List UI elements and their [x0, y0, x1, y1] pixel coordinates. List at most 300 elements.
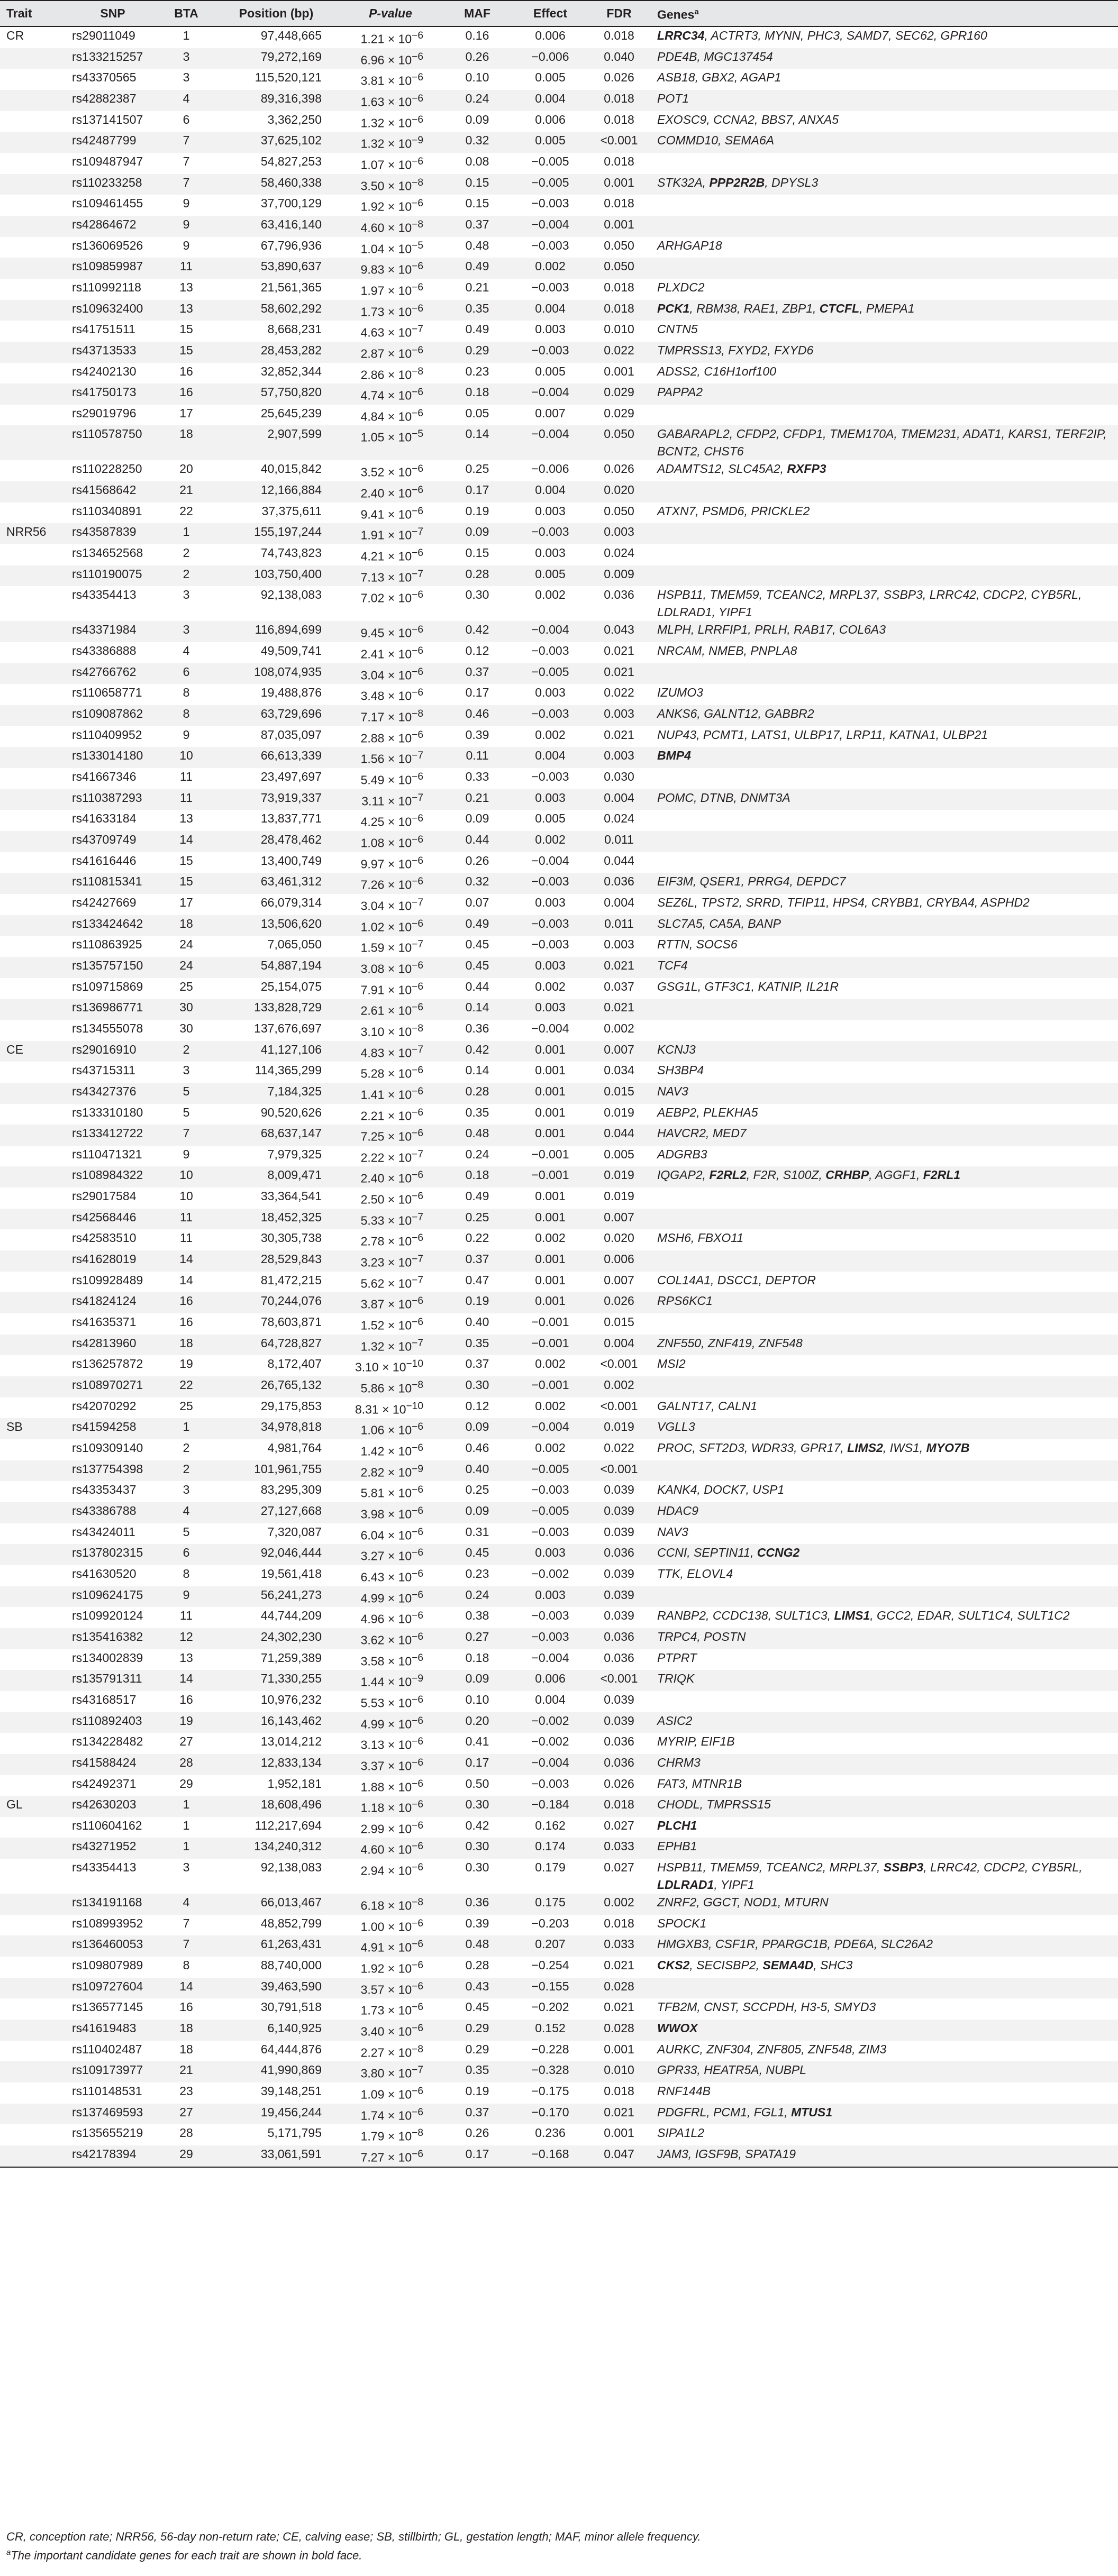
table-row [0, 2041, 1118, 2062]
position-cell: 92,046,444 [260, 1546, 322, 1560]
genes-cell: ASIC2 [657, 1713, 693, 1728]
fdr-cell: 0.007 [604, 1042, 634, 1056]
bta-cell: 11 [180, 259, 193, 273]
effect-cell: 0.005 [535, 567, 566, 581]
fdr-cell: 0.019 [604, 1105, 634, 1119]
maf-cell: 0.50 [465, 1776, 489, 1791]
snp-cell: rs136460053 [72, 1937, 143, 1951]
maf-cell: 0.39 [465, 1916, 489, 1930]
fdr-cell: 0.020 [604, 1231, 634, 1245]
candidate-gene: CRHBP [825, 1168, 869, 1182]
bta-cell: 7 [183, 175, 190, 189]
pvalue-exponent: −6 [412, 687, 423, 699]
effect-cell: 0.001 [535, 1084, 566, 1098]
maf-cell: 0.35 [465, 301, 489, 315]
snp-cell: rs42487799 [72, 133, 137, 148]
candidate-gene: PPP2R2B [709, 175, 765, 189]
trait-cell [0, 1292, 66, 1313]
snp-cell: rs41628019 [72, 1252, 137, 1266]
pvalue-cell: $5.53 \times 10^{-6}$ [360, 1694, 423, 1710]
table-row [0, 663, 1118, 684]
pvalue-exponent: −6 [412, 485, 423, 496]
bta-cell: 27 [179, 2105, 193, 2119]
genes-cell: FAT3, MTNR1B [657, 1776, 742, 1791]
fdr-cell: <0.001 [600, 1461, 638, 1476]
pvalue-cell: $4.83 \times 10^{-7}$ [360, 1044, 423, 1060]
genes-cell: AEBP2, PLEKHA5 [657, 1105, 758, 1119]
snp-cell: rs41568642 [72, 483, 137, 497]
position-cell: 30,791,518 [260, 2000, 322, 2014]
footnote-abbreviations: CR, conception rate; NRR56, 56-day non-return rate; CE, calving ease; SB, stillbirth; GL, gestation length; MAF, minor allele frequency. [6, 2530, 701, 2543]
bta-cell: 3 [183, 1860, 190, 1875]
maf-cell: 0.48 [465, 238, 489, 252]
trait-cell: NRR56 [6, 525, 47, 539]
genes-cell: MSH6, FBXO11 [657, 1231, 744, 1245]
effect-cell: 0.001 [535, 1126, 566, 1140]
bta-cell: 13 [179, 811, 193, 826]
pvalue-exponent: −6 [412, 1065, 423, 1076]
position-cell: 37,625,102 [260, 133, 322, 148]
pvalue-exponent: −6 [412, 505, 423, 517]
position-cell: 88,740,000 [260, 1958, 322, 1972]
trait-cell [0, 363, 66, 384]
pvalue-exponent: −6 [412, 1442, 423, 1454]
table-row [0, 321, 1118, 342]
position-cell: 137,676,697 [254, 1021, 322, 1035]
genes-cell: KANK4, DOCK7, USP1 [657, 1483, 785, 1497]
maf-cell: 0.30 [465, 1797, 489, 1812]
pvalue-exponent: −6 [412, 729, 423, 741]
snp-cell: rs109727604 [72, 1979, 143, 1993]
snp-cell: rs42882387 [72, 91, 137, 105]
bta-cell: 7 [183, 1916, 190, 1930]
candidate-gene: F2RL2 [709, 1168, 747, 1182]
effect-cell: 0.001 [535, 1294, 566, 1308]
pvalue-cell: $1.32 \times 10^{-9}$ [360, 135, 423, 151]
position-cell: 79,272,169 [260, 49, 322, 63]
fdr-cell: 0.019 [604, 1168, 634, 1182]
genes-cell: PROC, SFT2D3, WDR33, GPR17, LIMS2, IWS1, MYO7B [657, 1441, 970, 1455]
bta-cell: 11 [180, 770, 193, 783]
trait-cell [0, 705, 66, 726]
genes-cell: HAVCR2, MED7 [657, 1126, 747, 1140]
genes-cell: SIPA1L2 [657, 2126, 705, 2140]
snp-cell: rs110604162 [72, 1818, 142, 1832]
pvalue-exponent: −7 [412, 897, 423, 908]
effect-cell: −0.004 [531, 1420, 569, 1434]
table-row [0, 1062, 1118, 1083]
table-row [0, 936, 1118, 957]
genes-cell: EXOSC9, CCNA2, BBS7, ANXA5 [657, 112, 839, 126]
candidate-gene: CKS2 [657, 1958, 690, 1972]
pvalue-exponent: −6 [412, 1715, 423, 1727]
snp-cell: rs42402130 [72, 364, 137, 378]
genes-cell: CHODL, TMPRSS15 [657, 1797, 771, 1812]
maf-cell: 0.30 [465, 1378, 489, 1392]
maf-cell: 0.09 [465, 811, 489, 826]
maf-cell: 0.27 [465, 1629, 489, 1643]
pvalue-cell: $2.94 \times 10^{-6}$ [360, 1862, 423, 1878]
pvalue-exponent: −8 [412, 1380, 423, 1391]
pvalue-exponent: −6 [412, 1960, 423, 1971]
pvalue-cell: $4.99 \times 10^{-6}$ [360, 1589, 423, 1605]
pvalue-cell: $1.79 \times 10^{-8}$ [360, 2127, 423, 2143]
fdr-cell: 0.044 [604, 853, 634, 867]
position-cell: 63,461,312 [260, 874, 322, 889]
maf-cell: 0.09 [465, 1503, 489, 1518]
footnote-bold-note [6, 2545, 1112, 2563]
bta-cell: 22 [179, 504, 193, 518]
pvalue-cell: $2.41 \times 10^{-6}$ [360, 645, 423, 661]
fdr-cell: 0.033 [604, 1839, 634, 1853]
position-cell: 10,976,232 [260, 1692, 322, 1706]
fdr-cell: 0.039 [604, 1524, 634, 1539]
bta-cell: 24 [179, 937, 193, 952]
snp-cell: rs108993952 [72, 1916, 143, 1930]
genes-cell: POMC, DTNB, DNMT3A [657, 790, 790, 805]
fdr-cell: 0.018 [604, 1916, 634, 1930]
pvalue-exponent: −8 [412, 218, 423, 230]
fdr-cell: 0.026 [604, 1776, 634, 1791]
snp-cell: rs134555078 [72, 1021, 143, 1035]
pvalue-exponent: −6 [412, 1610, 423, 1622]
trait-cell [0, 1272, 66, 1293]
position-cell: 25,154,075 [260, 979, 322, 993]
genes-cell: ADGRB3 [657, 1147, 707, 1161]
pvalue-exponent: −8 [412, 2043, 423, 2055]
pvalue-cell: $9.97 \times 10^{-6}$ [360, 855, 423, 871]
fdr-cell: 0.011 [604, 916, 634, 930]
snp-cell: rs41588424 [72, 1755, 137, 1769]
candidate-gene: SSBP3 [883, 1860, 924, 1875]
bta-cell: 2 [183, 1461, 190, 1476]
pvalue-cell: $4.63 \times 10^{-7}$ [360, 324, 423, 340]
table-row [0, 258, 1118, 279]
maf-cell: 0.19 [465, 2084, 489, 2098]
pvalue-exponent: −6 [412, 1917, 423, 1929]
table-row [0, 544, 1118, 565]
table-row [0, 1481, 1118, 1502]
trait-cell [0, 1712, 66, 1733]
pvalue-exponent: −6 [412, 1841, 423, 1852]
pvalue-cell: $4.91 \times 10^{-6}$ [360, 1939, 423, 1955]
bta-cell: 25 [179, 1399, 193, 1413]
fdr-cell: 0.021 [604, 1000, 634, 1015]
maf-cell: 0.36 [465, 1021, 489, 1035]
genes-cell [651, 1209, 1118, 1230]
pvalue-cell: $2.82 \times 10^{-9}$ [360, 1463, 423, 1479]
pvalue-cell: $2.22 \times 10^{-7}$ [360, 1148, 423, 1165]
maf-cell: 0.10 [465, 1692, 489, 1706]
effect-cell: −0.005 [531, 1503, 569, 1518]
trait-cell [0, 747, 66, 768]
snp-cell: rs41750173 [72, 385, 137, 399]
pvalue-exponent: −6 [412, 344, 423, 356]
position-cell: 37,375,611 [261, 504, 322, 518]
effect-cell: 0.001 [535, 1105, 566, 1119]
trait-cell [0, 2124, 66, 2145]
fdr-cell: 0.021 [604, 644, 634, 658]
maf-cell: 0.24 [465, 91, 489, 105]
pvalue-exponent: −6 [412, 72, 423, 84]
effect-cell: 0.006 [535, 29, 566, 42]
header-position: Position (bp) [213, 1, 340, 26]
bta-cell: 5 [183, 1105, 190, 1119]
trait-cell [0, 1915, 66, 1936]
trait-cell [0, 1628, 66, 1649]
snp-cell: rs109087862 [72, 707, 143, 721]
pvalue-exponent: −6 [412, 876, 423, 888]
maf-cell: 0.31 [465, 1524, 489, 1539]
position-cell: 19,488,876 [260, 686, 322, 700]
pvalue-cell: $3.04 \times 10^{-6}$ [360, 666, 423, 682]
effect-cell: −0.002 [531, 1566, 569, 1581]
pvalue-cell: $1.05 \times 10^{-5}$ [360, 428, 423, 445]
maf-cell: 0.18 [465, 1168, 489, 1182]
effect-cell: 0.005 [535, 811, 566, 826]
snp-cell: rs133310180 [72, 1105, 143, 1119]
trait-cell [0, 1733, 66, 1754]
maf-cell: 0.15 [465, 196, 489, 211]
position-cell: 90,520,626 [260, 1105, 322, 1119]
trait-cell [0, 621, 66, 642]
table-row [0, 642, 1118, 663]
table-row [0, 1166, 1118, 1187]
fdr-cell: 0.039 [604, 1566, 634, 1581]
pvalue-cell: $2.61 \times 10^{-6}$ [360, 1002, 423, 1018]
bta-cell: 7 [183, 1937, 190, 1951]
genes-cell: CHRM3 [657, 1755, 701, 1769]
effect-cell: 0.003 [535, 504, 566, 518]
maf-cell: 0.26 [465, 49, 489, 63]
position-cell: 112,217,694 [254, 1818, 322, 1832]
maf-cell: 0.11 [466, 748, 489, 763]
position-cell: 64,444,876 [260, 2042, 322, 2056]
snp-cell: rs43715311 [72, 1063, 135, 1077]
table-row [0, 1978, 1118, 1999]
candidate-gene: LDLRAD1 [657, 1878, 714, 1892]
genes-cell [651, 747, 1118, 768]
trait-cell [0, 279, 66, 300]
bta-cell: 18 [179, 2021, 193, 2035]
bta-cell: 11 [180, 1609, 193, 1623]
position-cell: 18,452,325 [260, 1210, 322, 1224]
pvalue-cell: $5.33 \times 10^{-7}$ [360, 1211, 423, 1228]
header-fdr: FDR [587, 1, 651, 26]
fdr-cell: 0.033 [604, 1937, 634, 1951]
candidate-gene: WWOX [657, 2021, 698, 2035]
trait-cell [0, 1460, 66, 1482]
snp-cell: rs43370565 [72, 70, 137, 85]
pvalue-cell: $3.10 \times 10^{-10}$ [355, 1358, 423, 1375]
pvalue-cell: $1.59 \times 10^{-7}$ [360, 939, 423, 955]
pvalue-exponent: −6 [412, 303, 423, 314]
table-row [0, 26, 1118, 48]
trait-cell [0, 586, 66, 621]
bta-cell: 21 [179, 483, 193, 497]
pvalue-cell: $3.13 \times 10^{-6}$ [360, 1736, 423, 1752]
pvalue-cell: $9.83 \times 10^{-6}$ [360, 261, 423, 277]
pvalue-exponent: −6 [412, 1757, 423, 1768]
pvalue-cell: $1.73 \times 10^{-6}$ [360, 2002, 423, 2018]
effect-cell: −0.006 [531, 49, 569, 63]
position-cell: 7,320,087 [267, 1524, 322, 1539]
table-row [0, 1376, 1118, 1397]
genes-cell: RNF144B [657, 2084, 711, 2098]
pvalue-exponent: −6 [412, 918, 423, 929]
effect-cell: 0.003 [535, 895, 566, 909]
bta-cell: 13 [179, 1650, 193, 1665]
pvalue-exponent: −7 [412, 2065, 423, 2076]
pvalue-cell: $1.74 \times 10^{-6}$ [360, 2106, 423, 2123]
effect-cell: 0.236 [535, 2126, 566, 2140]
trait-cell [0, 195, 66, 216]
pvalue-cell: $3.58 \times 10^{-6}$ [360, 1652, 423, 1668]
table-row [0, 894, 1118, 915]
bta-cell: 16 [179, 1294, 193, 1308]
maf-cell: 0.30 [465, 1860, 489, 1875]
position-cell: 61,263,431 [260, 1937, 322, 1951]
position-cell: 7,979,325 [267, 1147, 322, 1161]
position-cell: 66,013,467 [260, 1895, 322, 1910]
fdr-cell: <0.001 [600, 1357, 638, 1371]
pvalue-cell: $1.42 \times 10^{-6}$ [360, 1442, 423, 1458]
snp-cell: rs43427376 [72, 1084, 137, 1098]
table-row [0, 684, 1118, 705]
fdr-cell: 0.022 [604, 343, 634, 357]
pvalue-cell: $3.98 \times 10^{-6}$ [360, 1505, 423, 1521]
effect-cell: 0.207 [535, 1937, 566, 1951]
fdr-cell: 0.021 [604, 1958, 634, 1972]
candidate-gene: BMP4 [657, 748, 691, 763]
pvalue-cell: $2.50 \times 10^{-6}$ [360, 1191, 423, 1207]
effect-cell: 0.002 [535, 979, 566, 993]
snp-cell: rs110190075 [72, 567, 142, 581]
pvalue-exponent: −6 [412, 834, 423, 845]
table-row [0, 1313, 1118, 1335]
trait-cell [0, 1313, 66, 1335]
trait-cell [0, 48, 66, 69]
snp-cell: rs110892403 [72, 1713, 142, 1728]
maf-cell: 0.49 [465, 322, 489, 336]
fdr-cell: 0.050 [604, 504, 634, 518]
pvalue-exponent: −6 [412, 981, 423, 992]
trait-cell [0, 684, 66, 705]
snp-cell: rs110409952 [72, 727, 142, 742]
position-cell: 71,259,389 [260, 1650, 322, 1665]
bta-cell: 7 [183, 154, 190, 168]
snp-cell: rs43353437 [72, 1483, 137, 1497]
effect-cell: −0.002 [531, 1713, 569, 1728]
position-cell: 30,305,738 [260, 1231, 322, 1245]
bta-cell: 11 [180, 1210, 193, 1224]
snp-cell: rs110233258 [72, 175, 142, 189]
pvalue-cell: $1.32 \times 10^{-6}$ [360, 114, 423, 130]
table-row [0, 1998, 1118, 2020]
position-cell: 40,015,842 [260, 462, 322, 476]
trait-cell: CE [6, 1042, 23, 1056]
genes-cell: EIF3M, QSER1, PRRG4, DEPDC7 [657, 874, 846, 889]
fdr-cell: 0.018 [604, 29, 634, 42]
pvalue-cell: $3.23 \times 10^{-7}$ [360, 1254, 423, 1269]
effect-cell: −0.005 [531, 154, 569, 168]
trait-cell [0, 90, 66, 111]
genes-cell [651, 831, 1118, 852]
position-cell: 54,887,194 [260, 958, 322, 972]
genes-cell: ATXN7, PSMD6, PRICKLE2 [657, 504, 810, 518]
maf-cell: 0.24 [465, 1587, 489, 1602]
bta-cell: 18 [179, 1336, 193, 1350]
table-row [0, 69, 1118, 90]
pvalue-cell: $1.73 \times 10^{-6}$ [360, 303, 423, 319]
maf-cell: 0.18 [465, 385, 489, 399]
trait-cell [0, 258, 66, 279]
effect-cell: −0.005 [531, 175, 569, 189]
trait-cell [0, 1754, 66, 1775]
position-cell: 41,127,106 [260, 1042, 322, 1056]
genes-cell: SEZ6L, TPST2, SRRD, TFIP11, HPS4, CRYBB1, CRYBA4, ASPHD2 [657, 895, 1030, 909]
pvalue-exponent: −6 [412, 2023, 423, 2034]
snp-cell: rs110471321 [72, 1147, 142, 1161]
bta-cell: 16 [179, 385, 193, 399]
position-cell: 13,506,620 [260, 916, 322, 930]
pvalue-exponent: −6 [412, 1085, 423, 1097]
pvalue-exponent: −6 [412, 589, 423, 601]
effect-cell: −0.001 [531, 1147, 569, 1161]
fdr-cell: 0.036 [604, 1650, 634, 1665]
fdr-cell: 0.015 [604, 1084, 634, 1098]
maf-cell: 0.38 [465, 1609, 489, 1623]
genes-cell: SLC7A5, CA5A, BANP [657, 916, 781, 930]
candidate-gene: PCK1 [657, 301, 690, 315]
genes-cell: NUP43, PCMT1, LATS1, ULBP17, LRP11, KATNA1, ULBP21 [657, 727, 988, 742]
pvalue-cell: $7.26 \times 10^{-6}$ [360, 876, 423, 892]
fdr-cell: 0.010 [604, 2063, 634, 2077]
effect-cell: 0.003 [535, 546, 566, 560]
effect-cell: −0.003 [531, 770, 569, 783]
pvalue-cell: $2.87 \times 10^{-6}$ [360, 344, 423, 361]
bta-cell: 4 [183, 1503, 190, 1518]
genes-cell [651, 1978, 1118, 1999]
bta-cell: 29 [179, 1776, 193, 1791]
trait-cell [0, 1935, 66, 1957]
bta-cell: 9 [183, 1587, 190, 1602]
bta-cell: 9 [183, 196, 190, 211]
genes-cell: CNTN5 [657, 322, 698, 336]
pvalue-exponent: −7 [412, 568, 423, 580]
effect-cell: −0.003 [531, 238, 569, 252]
snp-cell: rs109715869 [72, 979, 143, 993]
position-cell: 81,472,215 [260, 1273, 322, 1287]
pvalue-cell: $3.27 \times 10^{-6}$ [360, 1547, 423, 1563]
effect-cell: 0.002 [535, 1441, 566, 1455]
header-pvalue-text: P-value [369, 6, 412, 20]
effect-cell: 0.001 [535, 1189, 566, 1203]
bta-cell: 1 [183, 525, 190, 539]
bta-cell: 18 [179, 427, 193, 441]
maf-cell: 0.21 [465, 790, 489, 805]
pvalue-exponent: −6 [412, 1317, 423, 1328]
position-cell: 27,127,668 [260, 1503, 322, 1518]
pvalue-cell: $1.18 \times 10^{-6}$ [360, 1799, 423, 1815]
pvalue-cell: $5.86 \times 10^{-8}$ [360, 1380, 423, 1395]
candidate-gene: SEMA4D [762, 1958, 814, 1972]
table-row [0, 1817, 1118, 1838]
genes-cell: POT1 [657, 91, 689, 105]
maf-cell: 0.37 [465, 664, 489, 679]
snp-cell: rs109807989 [72, 1958, 143, 1972]
pvalue-cell: $4.99 \times 10^{-6}$ [360, 1715, 423, 1731]
